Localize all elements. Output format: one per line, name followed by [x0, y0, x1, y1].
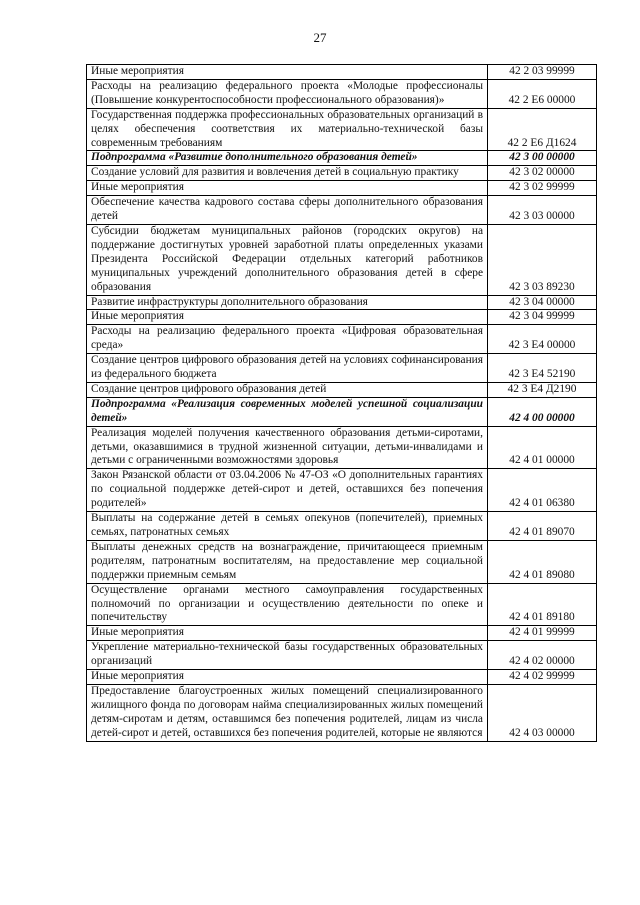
row-code: 42 4 01 00000	[488, 426, 597, 469]
row-name: Иные мероприятия	[87, 626, 488, 641]
row-name: Обеспечение качества кадрового состава сферы дополнительного образования детей	[87, 196, 488, 225]
table-row	[87, 626, 597, 641]
row-name: Субсидии бюджетам муниципальных районов (городских округов) на поддержание достигнутых уровней заработной платы определенных указами Президента Российской Федерации отдельных категорий работников муниципальных учреждений дополнительного образования детей в сфере образования	[87, 224, 488, 295]
row-code: 42 2 Е6 00000	[488, 79, 597, 108]
row-code: 42 4 01 06380	[488, 469, 597, 512]
table-row	[87, 354, 597, 383]
row-code: 42 4 01 89070	[488, 512, 597, 541]
row-name: Предоставление благоустроенных жилых помещений специализированного жилищного фонда по договорам найма специализированных жилых помещений детям-сиротам и детям, оставшимся без попечения родителей, лицам из числа детей-сирот и детей, оставшихся без попечения родителей, которые не являются	[87, 684, 488, 741]
table-row	[87, 224, 597, 295]
row-code: 42 4 03 00000	[488, 684, 597, 741]
row-code: 42 4 01 89180	[488, 583, 597, 626]
row-name: Иные мероприятия	[87, 670, 488, 685]
row-name: Реализация моделей получения качественного образования детьми-сиротами, детьми, оказавшимися в трудной жизненной ситуации, детьми-инвалидами и детьми с ограниченными возможностями здоровья	[87, 426, 488, 469]
table-row	[87, 641, 597, 670]
row-name: Иные мероприятия	[87, 65, 488, 80]
table-row	[87, 65, 597, 80]
row-name: Создание центров цифрового образования детей	[87, 382, 488, 397]
subprogram-row	[87, 397, 597, 426]
row-code: 42 3 Е4 52190	[488, 354, 597, 383]
table-row	[87, 310, 597, 325]
row-name: Создание условий для развития и вовлечения детей в социальную практику	[87, 166, 488, 181]
row-name: Выплаты денежных средств на вознаграждение, причитающееся приемным родителям, патронатным воспитателям, на предоставление мер социальной поддержки приемным семьям	[87, 540, 488, 583]
table-row	[87, 382, 597, 397]
row-name: Расходы на реализацию федерального проекта «Молодые профессионалы (Повышение конкурентоспособности профессионального образования)»	[87, 79, 488, 108]
row-name: Подпрограмма «Развитие дополнительного образования детей»	[87, 151, 488, 166]
row-name: Расходы на реализацию федерального проекта «Цифровая образовательная среда»	[87, 325, 488, 354]
table-row	[87, 684, 597, 741]
row-name: Закон Рязанской области от 03.04.2006 № 47-ОЗ «О дополнительных гарантиях по социальной поддержке детей-сирот и детей, оставшихся без попечения родителей»	[87, 469, 488, 512]
budget-classification-table	[86, 64, 597, 742]
page-number: 27	[313, 30, 327, 45]
table-body	[87, 65, 597, 742]
row-name: Развитие инфраструктуры дополнительного образования	[87, 295, 488, 310]
table-row	[87, 295, 597, 310]
table-row	[87, 426, 597, 469]
row-code: 42 4 01 99999	[488, 626, 597, 641]
row-name: Иные мероприятия	[87, 310, 488, 325]
row-code: 42 2 Е6 Д1624	[488, 108, 597, 151]
row-name: Выплаты на содержание детей в семьях опекунов (попечителей), приемных семьях, патронатных семьях	[87, 512, 488, 541]
row-code: 42 2 03 99999	[488, 65, 597, 80]
table-row	[87, 583, 597, 626]
table-row	[87, 512, 597, 541]
table-row	[87, 325, 597, 354]
table-row	[87, 79, 597, 108]
row-code: 42 3 04 99999	[488, 310, 597, 325]
row-name: Государственная поддержка профессиональных образовательных организаций в целях обеспечения соответствия их материально-технической базы современным требованиям	[87, 108, 488, 151]
row-code: 42 4 00 00000	[488, 397, 597, 426]
row-name: Подпрограмма «Реализация современных моделей успешной социализации детей»	[87, 397, 488, 426]
table-row	[87, 196, 597, 225]
table-row	[87, 540, 597, 583]
table-row	[87, 108, 597, 151]
row-code: 42 3 03 89230	[488, 224, 597, 295]
row-code: 42 3 03 00000	[488, 196, 597, 225]
row-name: Осуществление органами местного самоуправления государственных полномочий по организации и осуществлению деятельности по опеке и попечительству	[87, 583, 488, 626]
table-row	[87, 469, 597, 512]
row-code: 42 3 00 00000	[488, 151, 597, 166]
row-code: 42 3 04 00000	[488, 295, 597, 310]
subprogram-row	[87, 151, 597, 166]
row-code: 42 3 Е4 00000	[488, 325, 597, 354]
row-code: 42 3 02 99999	[488, 181, 597, 196]
row-name: Иные мероприятия	[87, 181, 488, 196]
row-name: Укрепление материально-технической базы государственных образовательных организаций	[87, 641, 488, 670]
row-code: 42 3 Е4 Д2190	[488, 382, 597, 397]
row-name: Создание центров цифрового образования детей на условиях софинансирования из федерального бюджета	[87, 354, 488, 383]
table-row	[87, 166, 597, 181]
row-code: 42 3 02 00000	[488, 166, 597, 181]
row-code: 42 4 02 00000	[488, 641, 597, 670]
row-code: 42 4 02 99999	[488, 670, 597, 685]
table-row	[87, 670, 597, 685]
row-code: 42 4 01 89080	[488, 540, 597, 583]
table-row	[87, 181, 597, 196]
